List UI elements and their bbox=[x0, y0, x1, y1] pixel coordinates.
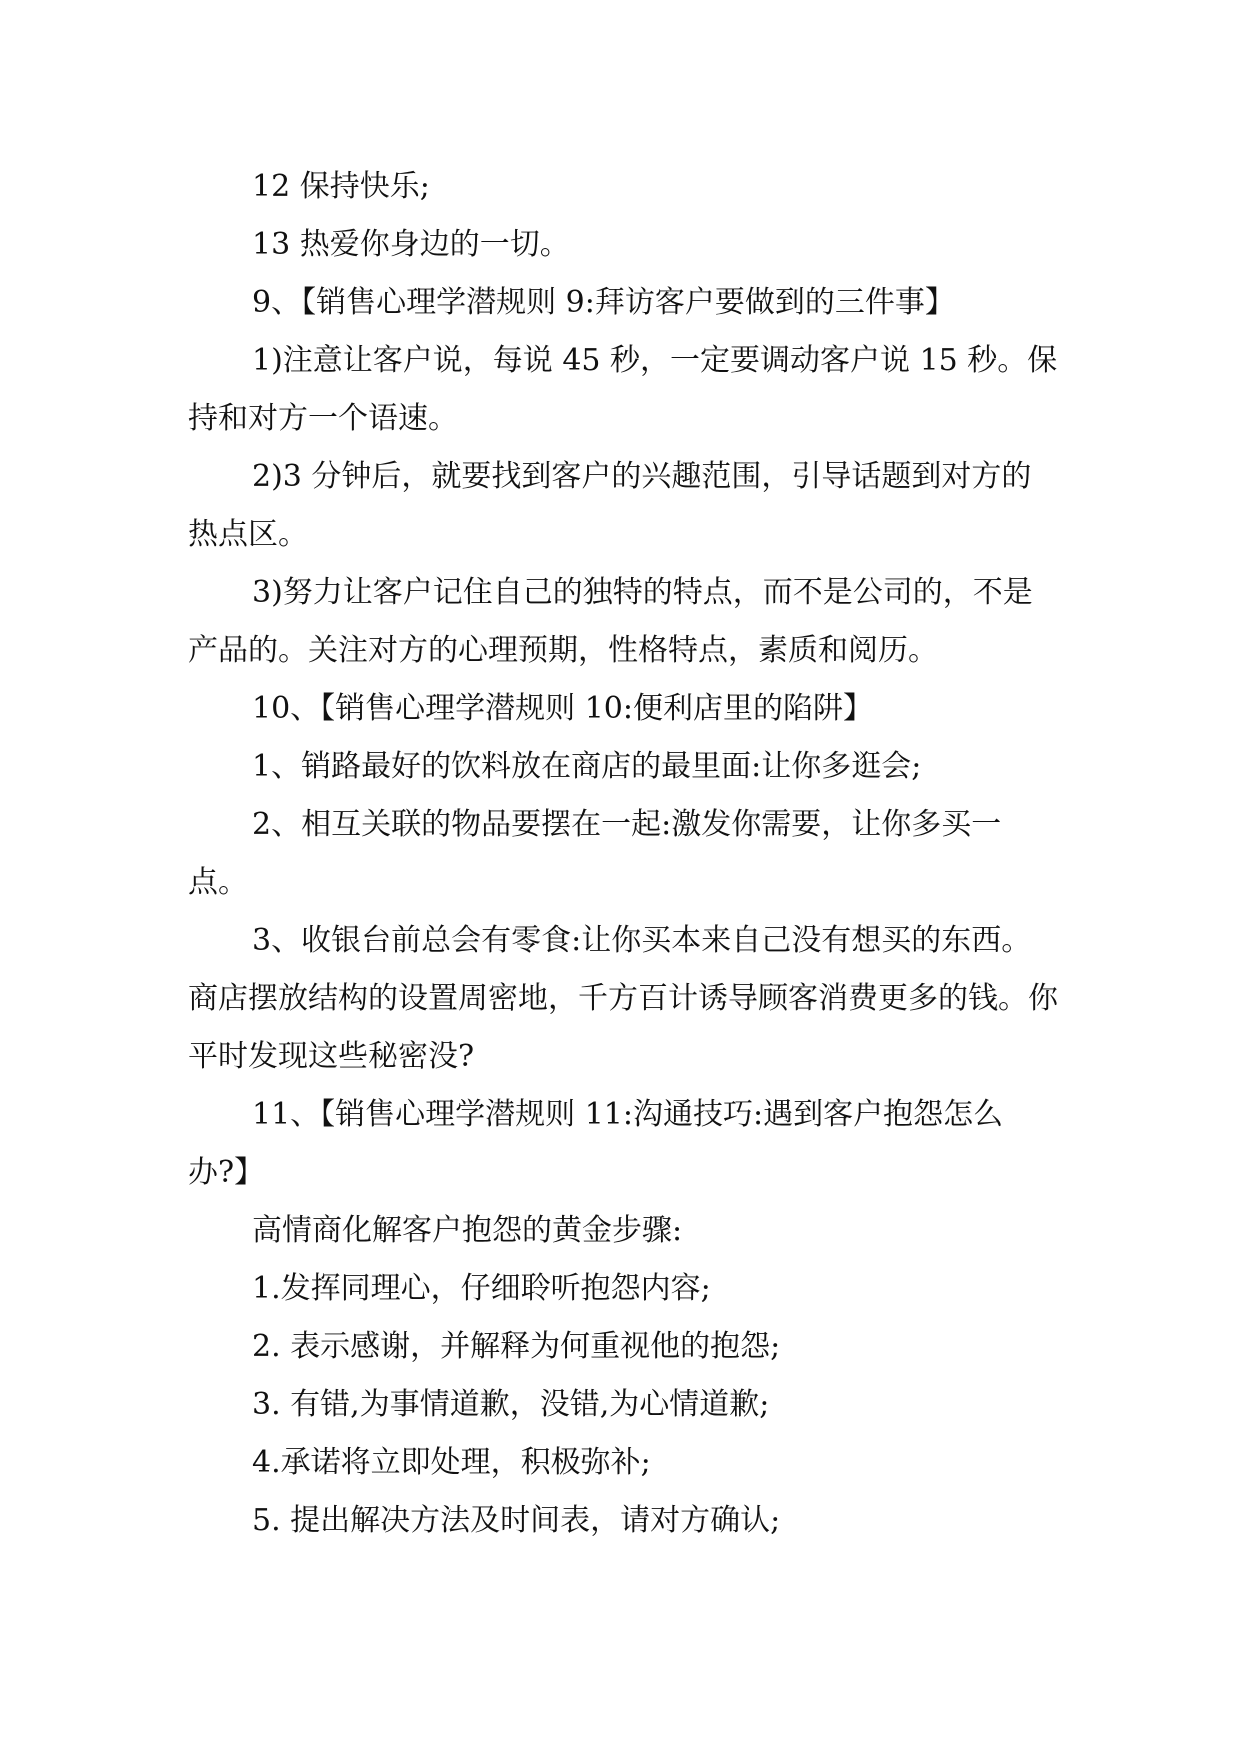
list-item: 3. 有错,为事情道歉，没错,为心情道歉; bbox=[252, 1387, 770, 1422]
section-heading: 10、【销售心理学潜规则 10:便利店里的陷阱】 bbox=[252, 691, 873, 726]
section-heading: 11、【销售心理学潜规则 11:沟通技巧:遇到客户抱怨怎么办?】 bbox=[188, 1097, 1004, 1190]
document-body bbox=[188, 158, 1060, 1550]
paragraph: 3、收银台前总会有零食:让你买本来自己没有想买的东西。商店摆放结构的设置周密地，千方百计诱导顾客消费更多的钱。你平时发现这些秘密没? bbox=[188, 923, 1058, 1074]
list-item: 1.发挥同理心，仔细聆听抱怨内容; bbox=[252, 1271, 711, 1306]
paragraph: 3)努力让客户记住自己的独特的特点，而不是公司的，不是产品的。关注对方的心理预期，性格特点，素质和阅历。 bbox=[188, 575, 1033, 668]
paragraph: 13 热爱你身边的一切。 bbox=[252, 227, 570, 262]
paragraph: 2、相互关联的物品要摆在一起:激发你需要，让你多买一点。 bbox=[188, 807, 1002, 900]
paragraph: 1)注意让客户说，每说 45 秒，一定要调动客户说 15 秒。保持和对方一个语速。 bbox=[188, 343, 1058, 436]
list-item: 2. 表示感谢，并解释为何重视他的抱怨; bbox=[252, 1329, 781, 1364]
paragraph: 高情商化解客户抱怨的黄金步骤: bbox=[252, 1213, 683, 1248]
list-item: 5. 提出解决方法及时间表，请对方确认; bbox=[252, 1503, 781, 1538]
paragraph: 1、销路最好的饮料放在商店的最里面:让你多逛会; bbox=[252, 749, 922, 784]
section-heading: 9、【销售心理学潜规则 9:拜访客户要做到的三件事】 bbox=[252, 285, 955, 320]
paragraph: 2)3 分钟后，就要找到客户的兴趣范围，引导话题到对方的热点区。 bbox=[188, 459, 1032, 552]
list-item: 4.承诺将立即处理，积极弥补; bbox=[252, 1445, 651, 1480]
paragraph: 12 保持快乐; bbox=[252, 169, 430, 204]
